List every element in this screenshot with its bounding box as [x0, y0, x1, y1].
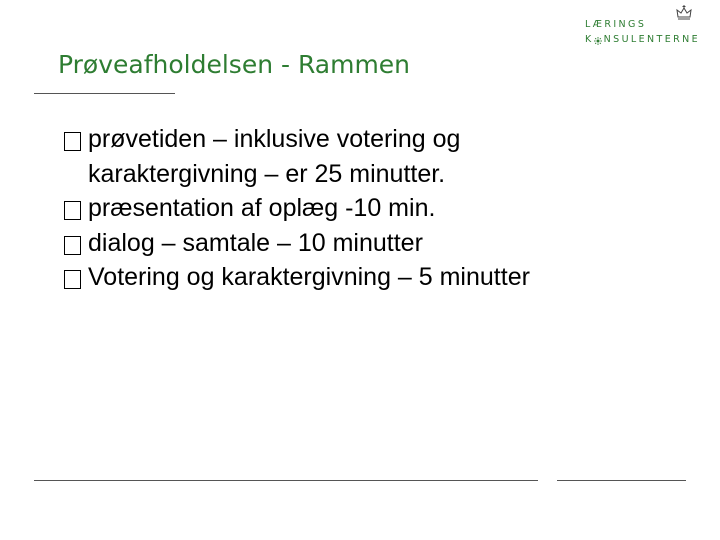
bullet-text: Votering og karaktergivning – 5 minutter: [88, 263, 530, 291]
title-underline: [34, 93, 175, 94]
bullet-text: præsentation af oplæg -10 min.: [88, 194, 436, 222]
crown-icon: [675, 4, 693, 22]
logo-line-2-prefix: K: [585, 34, 594, 45]
bullet-item: [60, 122, 600, 191]
bullet-box-icon: [64, 270, 81, 289]
bullet-item: [60, 191, 600, 226]
bullet-list: [60, 122, 600, 295]
logo-sun-icon: [594, 36, 602, 44]
footer-rule-right: [557, 480, 686, 481]
laeringskonsulenterne-logo: [585, 18, 701, 48]
footer-rule-left: [34, 480, 538, 481]
slide-title: Prøveafholdelsen - Rammen: [58, 50, 411, 79]
bullet-item: [60, 260, 600, 295]
bullet-box-icon: [64, 132, 81, 151]
bullet-box-icon: [64, 236, 81, 255]
logo-line-2: [585, 33, 701, 46]
bullet-box-icon: [64, 201, 81, 220]
bullet-text: dialog – samtale – 10 minutter: [88, 228, 423, 257]
bullet-text: prøvetiden – inklusive votering og karaktergivning – er 25 minutter.: [88, 125, 461, 188]
bullet-item: [60, 226, 600, 261]
logo-line-1: LÆRINGS: [585, 19, 647, 30]
logo-line-2-suffix: NSULENTERNE: [603, 34, 701, 45]
